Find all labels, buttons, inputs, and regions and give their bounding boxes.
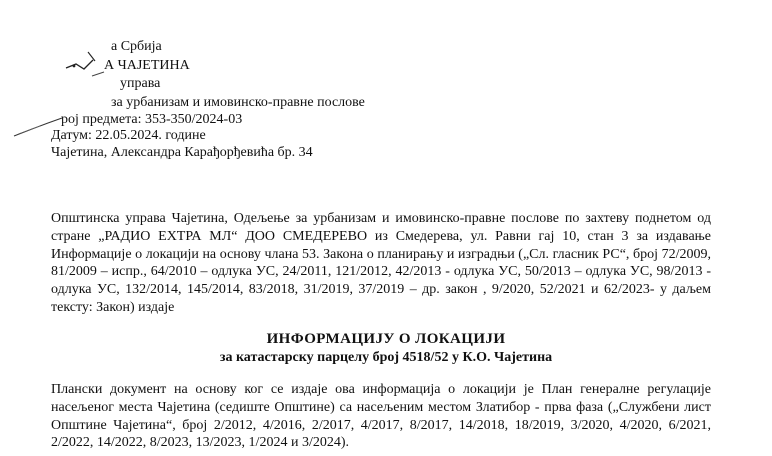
header-municipality: А ЧАЈЕТИНА — [104, 58, 190, 73]
document-title: ИНФОРМАЦИЈУ О ЛОКАЦИЈИ — [266, 331, 506, 347]
header-department: за урбанизам и имовинско-правне послове — [111, 95, 365, 110]
header-administration: управа — [120, 76, 161, 91]
header-country: а Србија — [111, 39, 162, 54]
header-case-number: рој предмета: 353-350/2024-03 — [61, 112, 243, 127]
header-date: Датум: 22.05.2024. године — [51, 128, 206, 143]
document-subtitle: за катастарску парцелу број 4518/52 у К.О. Чајетина — [219, 350, 553, 365]
scan-mark-emblem — [62, 42, 108, 82]
header-address: Чајетина, Александра Карађорђевића бр. 34 — [51, 145, 313, 160]
intro-paragraph: Општинска управа Чајетина, Одељење за урбанизам и имовинско-правне послове по захтеву поднетом од стране „РАДИО ЕХТРА МЛ“ ДОО СМЕДЕРЕВО из Смедерева, ул. Равни гај 10, стан 3 за издавање Информације о локацији на основу члана 53. Закона о планирању и изградњи („Сл. гласник РС“, број 72/2009, 81/2009 – испр., 64/2010 – одлука УС, 24/2011, 121/2012, 42/2013 - одлука УС, 50/2013 – одлука УС, 98/2013 - одлука УС, 132/2014, 145/2014, 83/2018, 31/2019, 37/2019 – др. закон , 9/2020, 52/2021 и 62/2023- у даљем тексту: Закон) издаје — [51, 211, 711, 315]
planning-document-paragraph: Плански документ на основу ког се издаје ова информација о локацији је План генералне регулације насељеног места Чајетина (седиште Општине) са насељеним местом Златибор - прва фаза („Службени лист Општине Чајетина“, број 2/2012, 4/2016, 2/2017, 4/2017, 8/2017, 14/2018, 18/2019, 3/2020, 4/2020, 6/2021, 2/2022, 14/2022, 8/2023, 13/2023, 1/2024 и 3/2024). — [51, 382, 711, 451]
